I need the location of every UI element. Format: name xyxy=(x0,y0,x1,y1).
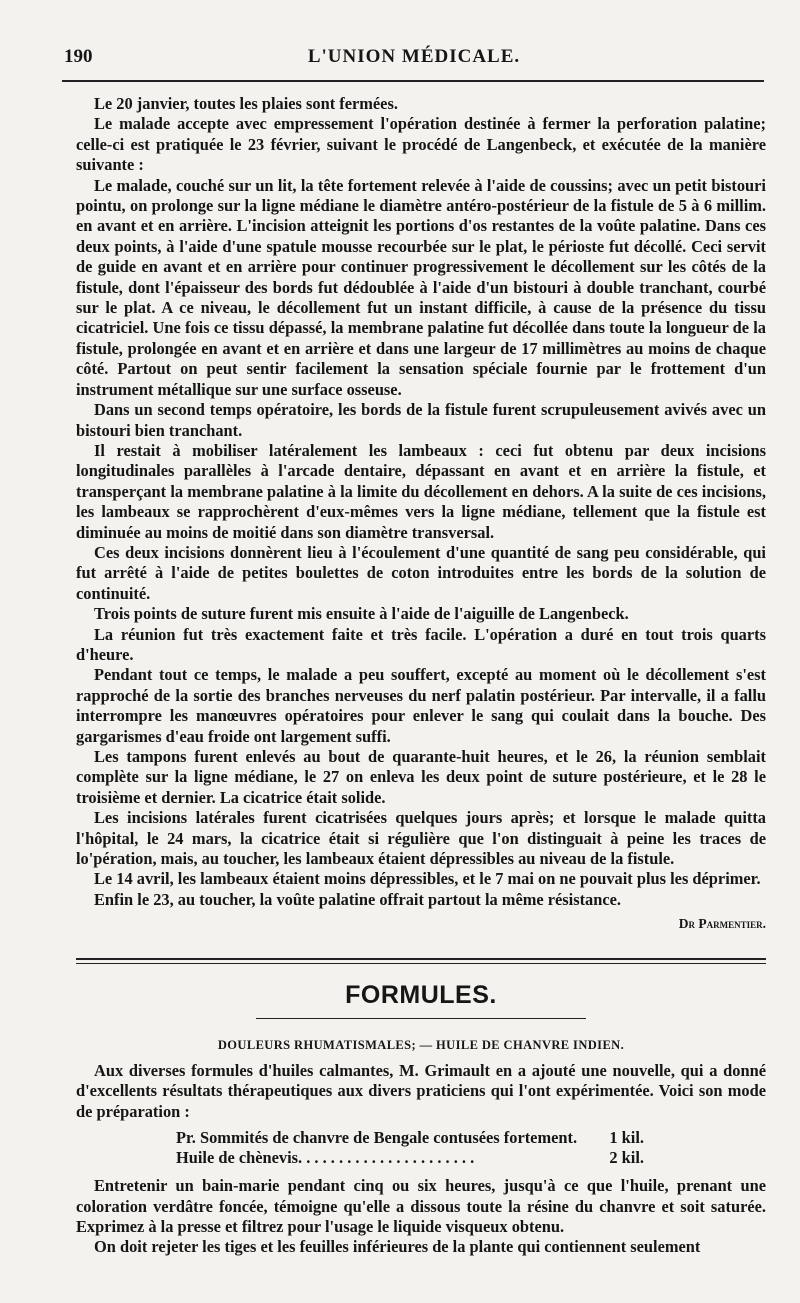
section-divider xyxy=(76,958,766,964)
recipe-quantity: 1 kil. xyxy=(609,1128,644,1148)
paragraph: Aux diverses formules d'huiles calmantes, M. Grimault en a ajouté une nouvelle, qui a donné d'excellents résultats thérapeutiques aux divers praticiens qui l'ont expérimentée. Voici son mode de préparation : xyxy=(76,1061,766,1121)
article-body xyxy=(76,94,766,934)
running-title: L'UNION MÉDICALE. xyxy=(307,46,521,67)
paragraph: La réunion fut très exactement faite et très facile. L'opération a duré en tout trois quarts d'heure. xyxy=(76,624,766,664)
title-underline xyxy=(256,1018,586,1019)
paragraph: Il restait à mobiliser latéralement les lambeaux : ceci fut obtenu par deux incisions longitudinales parallèles à l'arcade dentaire, dépassant en avant et en arrière la fistule, et transperçant la membrane palatine à la limite du décollement en dehors. A la suite de ces incisions, les lambeaux se rapprochèrent d'eux-mêmes vers la ligne médiane, tellement que la fistule est diminuée au moins de moitié dans son diamètre transversal. xyxy=(76,440,766,542)
paragraph: Les incisions latérales furent cicatrisées quelques jours après; et lorsque le malade quitta l'hôpital, le 24 mars, la cicatrice était si régulière que l'on distinguait à peine les traces de lo'pération, mais, au toucher, les lambeaux étaient dépressibles au niveau de la fistule. xyxy=(76,808,766,869)
divider-line-thick xyxy=(76,958,766,960)
paragraph: Ces deux incisions donnèrent lieu à l'écoulement d'une quantité de sang peu considérable, qui fut arrêté à l'aide de petites boulettes de coton introduites entre les bords de la solution de continuité. xyxy=(76,542,766,603)
recipe-item: Huile de chènevis. . . . . . . . . . . . . . . . . . . . . . xyxy=(176,1148,475,1168)
paragraph: Le malade accepte avec empressement l'opération destinée à fermer la perforation palatine; celle-ci est pratiquée le 23 février, suivant le procédé de Langenbeck, et exécutée de la manière suivante : xyxy=(76,114,766,175)
paragraph: Pendant tout ce temps, le malade a peu souffert, excepté au moment où le décollement s'est rapproché de la sortie des branches nerveuses du nerf palatin postérieur. Par intervalle, il a fallu interrompre les manœuvres opératoires pour enlever le sang qui coulait dans la bouche. Des gargarismes d'eau froide ont largement suffi. xyxy=(76,665,766,746)
recipe-row xyxy=(176,1148,644,1168)
paragraph: Le 14 avril, les lambeaux étaient moins dépressibles, et le 7 mai on ne pouvait plus les déprimer. xyxy=(94,869,761,889)
author-signature: Dr Parmentier. xyxy=(678,916,766,932)
page-header xyxy=(64,46,764,74)
header-rule xyxy=(62,80,764,82)
paragraph: Le malade, couché sur un lit, la tête fortement relevée à l'aide de coussins; avec un petit bistouri pointu, on prolonge sur la ligne médiane le diamètre antéro-postérieur de la fistule de 5 à 6 millim. en avant et en arrière. L'incision atteignit les portions d'os restantes de la voûte palatine. Dans ces deux points, à l'aide d'une spatule mousse recourbée sur le plat, le périoste fut décollé. Ceci servit de guide en avant et en arrière pour continuer progressivement le décollement sur les côtés de la fistule, dont l'épaisseur des bords fut dédoublée à l'aide d'un bistouri à double tranchant, courbé sur le plat. A ce niveau, le décollement fut un instant difficile, à cause de la présence du tissu cicatriciel. Une fois ce tissu dépassé, la membrane palatine fut décollée dans toute la longueur de la fistule, prolongée en avant et en arrière et dans une largeur de 17 millimètres au moins de chaque côté. Partout on peut sentir facilement la sensation spéciale fournie par le frottement d'un instrument métallique sur une surface osseuse. xyxy=(76,175,766,399)
recipe-list xyxy=(176,1128,644,1168)
paragraph: Dans un second temps opératoire, les bords de la fistule furent scrupuleusement avivés avec un bistouri bien tranchant. xyxy=(76,400,766,440)
paragraph: Entretenir un bain-marie pendant cinq ou six heures, jusqu'à ce que l'huile, prenant une coloration verdâtre foncée, témoigne qu'elle a dissous toute la résine du chanvre et soit saturée. Exprimez à la presse et filtrez pour l'usage le liquide visqueux obtenu. xyxy=(76,1176,766,1237)
paragraph: Enfin le 23, au toucher, la voûte palatine offrait partout la même résistance. xyxy=(94,889,622,909)
subsection-title: DOULEURS RHUMATISMALES; — HUILE DE CHANVRE INDIEN. xyxy=(217,1038,625,1052)
paragraph: Trois points de suture furent mis ensuite à l'aide de l'aiguille de Langenbeck. xyxy=(94,604,629,624)
section-title: FORMULES. xyxy=(345,981,497,1009)
divider-line-thin xyxy=(76,963,766,964)
recipe-quantity: 2 kil. xyxy=(609,1148,644,1168)
paragraph: Les tampons furent enlevés au bout de quarante-huit heures, et le 26, la réunion semblait complète sur la ligne médiane, le 27 on enleva les deux point de suture postérieure, et le 28 le troisième et dernier. La cicatrice était solide. xyxy=(76,747,766,807)
formules-section xyxy=(76,980,766,1258)
paragraph: Le 20 janvier, toutes les plaies sont fermées. xyxy=(94,94,398,113)
paragraph: On doit rejeter les tiges et les feuilles inférieures de la plante qui contiennent seulement xyxy=(94,1237,701,1257)
page-number: 190 xyxy=(64,46,93,67)
recipe-item: Pr. Sommités de chanvre de Bengale contusées fortement. xyxy=(176,1128,578,1148)
recipe-row xyxy=(176,1128,644,1148)
